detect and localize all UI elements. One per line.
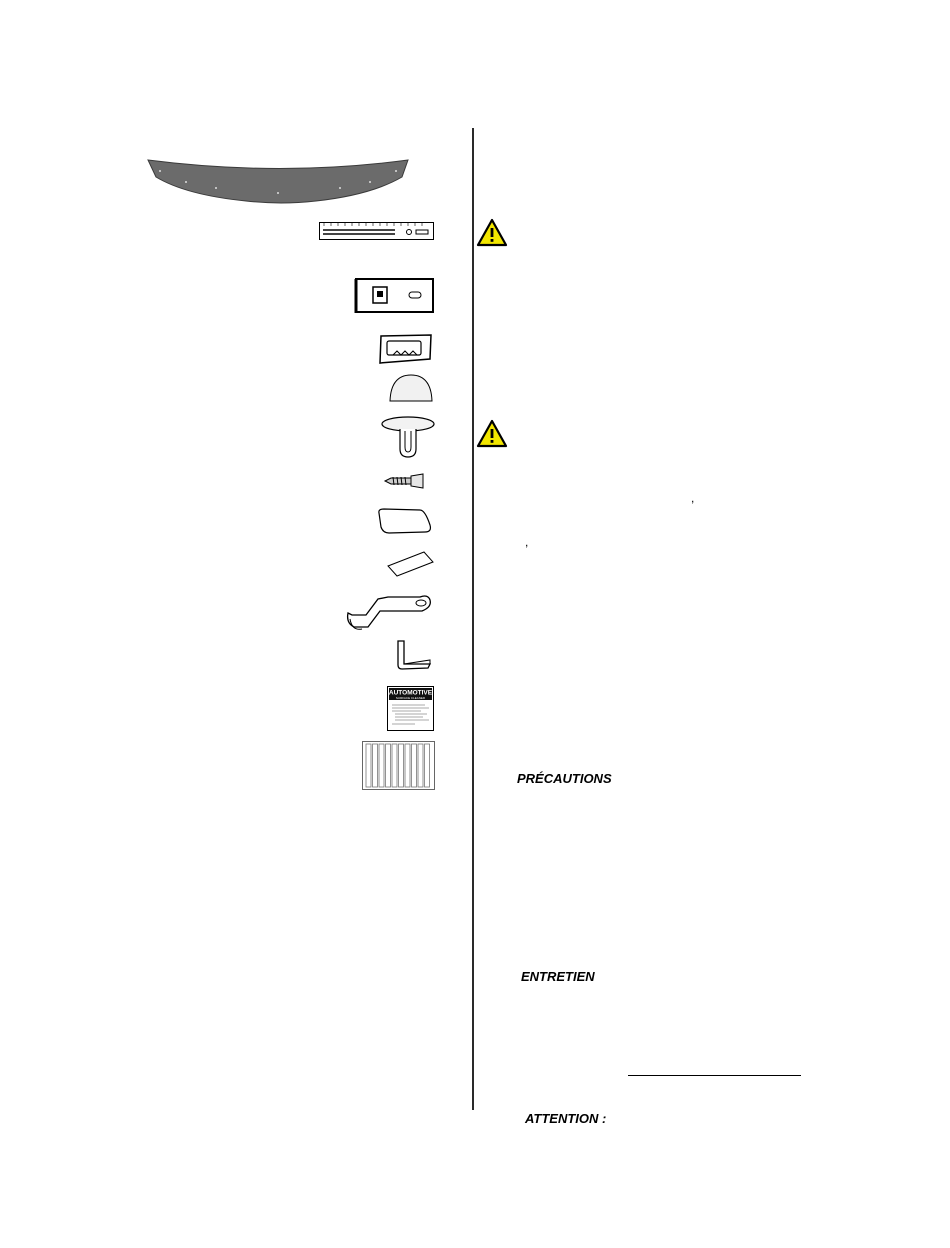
surface-cleaner-label-image bbox=[387, 686, 435, 732]
warning-icon bbox=[476, 419, 508, 449]
adhesive-strip-image bbox=[386, 550, 436, 578]
template-ruler-image bbox=[319, 222, 434, 240]
column-divider bbox=[472, 128, 474, 1110]
stray-comma: , bbox=[525, 535, 529, 549]
underline-rule bbox=[628, 1075, 801, 1076]
mounting-bracket-image bbox=[353, 277, 435, 315]
hood-shield-image bbox=[146, 157, 412, 209]
foam-strips-image bbox=[362, 741, 436, 791]
hook-bracket-image bbox=[390, 638, 434, 672]
precautions-heading: PRÉCAUTIONS bbox=[517, 771, 612, 786]
screw-image bbox=[383, 473, 425, 489]
clip-image bbox=[377, 333, 435, 365]
push-fastener-image bbox=[380, 415, 436, 459]
cleaning-pad-image bbox=[375, 507, 435, 535]
hood-bracket-image bbox=[344, 591, 436, 633]
bumper-dome-image bbox=[387, 372, 435, 404]
cleaner-brand-text: AUTOMOTIVE bbox=[388, 689, 433, 697]
warning-icon bbox=[476, 218, 508, 248]
entretien-heading: ENTRETIEN bbox=[521, 969, 595, 984]
attention-heading: ATTENTION : bbox=[525, 1111, 607, 1126]
cleaner-sub-text: SURFACE CLEANER bbox=[395, 696, 426, 700]
stray-comma: , bbox=[691, 491, 695, 505]
